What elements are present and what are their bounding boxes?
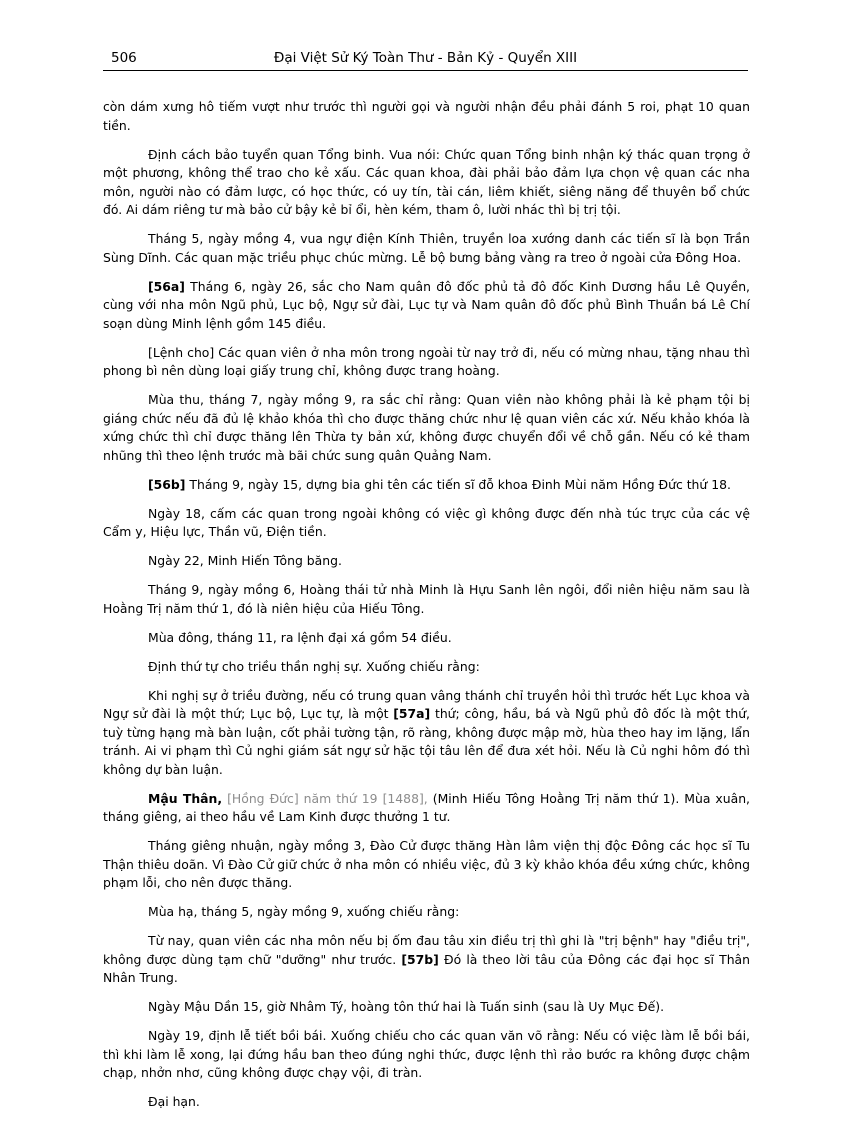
paragraph: Ngày 18, cấm các quan trong ngoài không có việc gì không được đến nhà túc trực của các vệ Cẩm y, Hiệu lực, Thần vũ, Điện tiền. bbox=[103, 505, 750, 539]
page-marker: [56b] bbox=[148, 476, 186, 492]
paragraph: Tháng giêng nhuận, ngày mồng 3, Đào Cử được thăng Hàn lâm viện thị độc Đông các học sĩ Tu Thận thiêu doãn. Vì Đào Cử giữ chức ở nha môn có nhiều việc, đủ 3 kỳ khảo khóa đều xứng chức, không phạm lỗi, cho nên được thăng. bbox=[103, 838, 750, 890]
paragraph: Mùa đông, tháng 11, ra lệnh đại xá gồm 54 điều. bbox=[148, 629, 452, 645]
page-marker: [57b] bbox=[401, 951, 439, 967]
year-heading: Mậu Thân, bbox=[148, 790, 223, 806]
page-body bbox=[103, 98, 750, 1122]
paragraph: [56a] Tháng 6, ngày 26, sắc cho Nam quân đô đốc phủ tả đô đốc Kinh Dương hầu Lê Quyền, cùng với nha môn Ngũ phủ, Lục bộ, Ngự sử đài, Lục tự và Nam quân đô đốc phủ Bình Thuần bá Lê Chí soạn dùng Minh lệnh gồm 145 điều. bbox=[103, 278, 750, 331]
paragraph: Định thứ tự cho triều thần nghị sự. Xuống chiếu rằng: bbox=[148, 658, 480, 674]
running-title: Đại Việt Sử Ký Toàn Thư - Bản Kỷ - Quyển XIII bbox=[273, 50, 578, 66]
paragraph: Mùa thu, tháng 7, ngày mồng 9, ra sắc chỉ rằng: Quan viên nào không phải là kẻ phạm tội bị giáng chức nếu đã đủ lệ khảo khóa thì cho được thăng chức như lệ quan viên các xứ. Nếu khảo khóa là xứng chức thì chỉ được thăng lên Thừa ty bản xứ, không được chuyển đổi về chỗ gần. Nếu có kẻ tham nhũng thì theo lệnh trước mà bãi chức sung quân Quảng Nam. bbox=[103, 392, 750, 463]
paragraph: Định cách bảo tuyển quan Tổng binh. Vua nói: Chức quan Tổng binh nhận ký thác quan trọng ở một phương, không thể trao cho kẻ xấu. Các quan khoa, đài phải bảo đảm lựa chọn vệ quan các nha môn, người nào có đảm lược, có học thức, có uy tín, tài cán, liêm khiết, siêng năng để thuyên bổ chức đó. Ai dám riêng tư mà bảo cử bậy kẻ bỉ ổi, hèn kém, tham ô, lười nhác thì bị trị tội. bbox=[103, 146, 750, 217]
paragraph: Tháng 9, ngày mồng 6, Hoàng thái tử nhà Minh là Hựu Sanh lên ngôi, đổi niên hiệu năm sau là Hoằng Trị năm thứ 1, đó là niên hiệu của Hiếu Tông. bbox=[103, 582, 750, 616]
paragraph: Ngày 19, định lễ tiết bồi bái. Xuống chiếu cho các quan văn võ rằng: Nếu có việc làm lễ bồi bái, thì khi làm lễ xong, lại đứng hầu ban theo đúng nghi thức, được lệnh thì rảo bước ra không được chậm chạp, nhởn nhơ, cũng không được chạy vội, đi tràn. bbox=[103, 1028, 750, 1080]
paragraph: Từ nay, quan viên các nha môn nếu bị ốm đau tâu xin điều trị thì ghi là "trị bệnh" hay "điều trị", không được dùng tạm chữ "dưỡng" như trước. [57b] Đó là theo lời tâu của Đông các đại học sĩ Thân Nhân Trung. bbox=[103, 933, 750, 985]
paragraph: Mùa hạ, tháng 5, ngày mồng 9, xuống chiếu rằng: bbox=[148, 904, 460, 919]
era-annotation: [Hồng Đức] năm thứ 19 [1488], bbox=[222, 790, 428, 806]
page-marker: [57a] bbox=[393, 706, 431, 721]
paragraph: Khi nghị sự ở triều đường, nếu có trung quan vâng thánh chỉ truyền hỏi thì trước hết Lục khoa và Ngự sử đài là một thứ; Lục bộ, Lục tự, là một [57a] thứ; công, hầu, bá và Ngũ phủ đô đốc là một thứ, tuỳ từng hạng mà bàn luận, cốt phải tường tận, rõ ràng, không được mập mờ, hùa theo hay im lặng, lẩn tránh. Ai vi phạm thì Củ nghi giám sát ngự sử hặc tội tâu lên để đưa xét hỏi. Nếu là Củ nghi hôm đó thì không dự bàn luận. bbox=[103, 687, 750, 777]
paragraph: Ngày 22, Minh Hiến Tông băng. bbox=[148, 553, 342, 568]
paragraph: Mậu Thân, [Hồng Đức] năm thứ 19 [1488], (Minh Hiếu Tông Hoằng Trị năm thứ 1). Mùa xuân, tháng giêng, ai theo hầu về Lam Kinh được thưởng 1 tư. bbox=[103, 790, 751, 824]
header-rule bbox=[103, 70, 748, 71]
paragraph: Tháng 5, ngày mồng 4, vua ngự điện Kính Thiên, truyền loa xướng danh các tiến sĩ là bọn Trần Sùng Dĩnh. Các quan mặc triều phục chúc mừng. Lễ bộ bưng bảng vàng ra treo ở ngoài cửa Đông Hoa. bbox=[103, 231, 750, 265]
paragraph: [Lệnh cho] Các quan viên ở nha môn trong ngoài từ nay trở đi, nếu có mừng nhau, tặng nhau thì phong bì nên dùng loại giấy trung chỉ, không được trang hoàng. bbox=[103, 344, 750, 378]
page-header bbox=[103, 50, 748, 70]
page-number: 506 bbox=[111, 50, 137, 66]
paragraph: Đại hạn. bbox=[148, 1094, 200, 1109]
paragraph: còn dám xưng hô tiếm vượt như trước thì người gọi và người nhận đều phải đánh 5 roi, phạt 10 quan tiền. bbox=[103, 99, 750, 133]
paragraph: Ngày Mậu Dần 15, giờ Nhâm Tý, hoàng tôn thứ hai là Tuấn sinh (sau là Uy Mục Đế). bbox=[148, 999, 665, 1014]
page-marker: [56a] bbox=[148, 278, 185, 294]
paragraph: [56b] Tháng 9, ngày 15, dựng bia ghi tên các tiến sĩ đỗ khoa Đinh Mùi năm Hồng Đức thứ 18. bbox=[148, 476, 731, 492]
